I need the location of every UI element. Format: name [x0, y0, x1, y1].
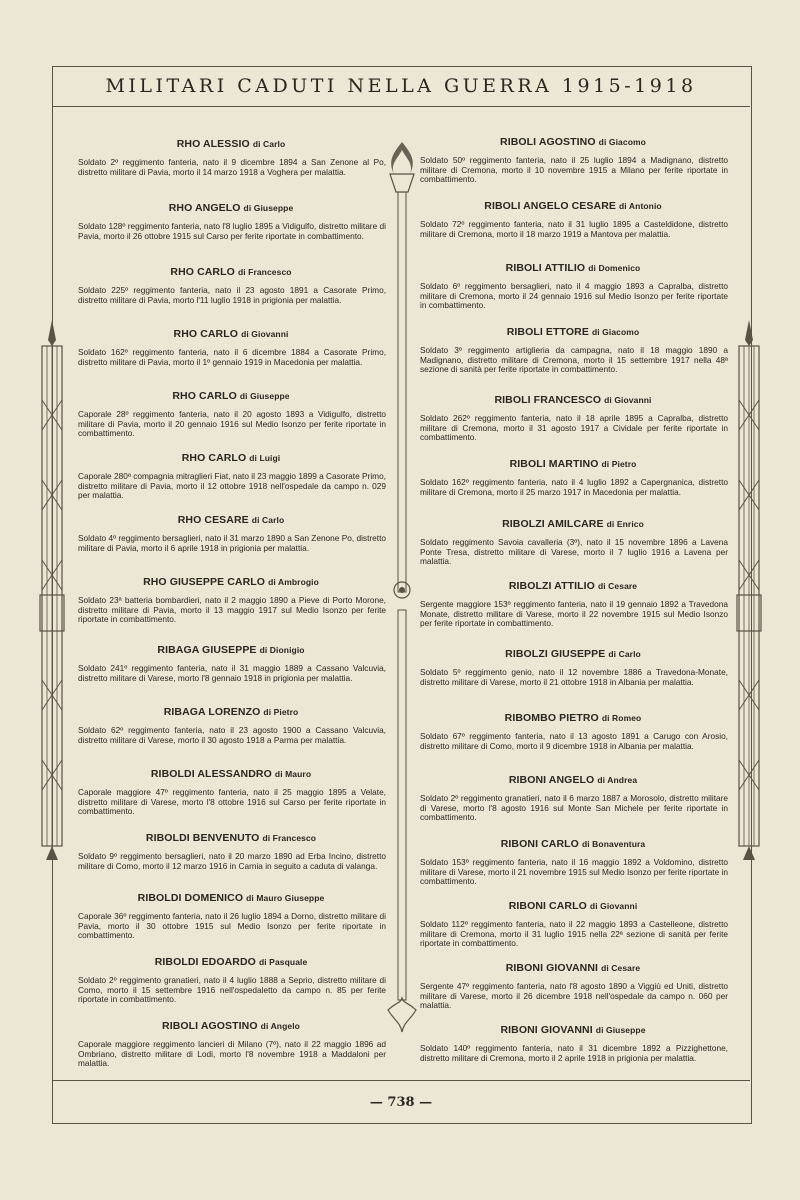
- entry-name: RIBOMBO PIETRO di Romeo: [504, 712, 642, 724]
- entry-name: RIBOLI ATTILIO di Domenico: [505, 262, 641, 274]
- entry-name: RIBOLI ETTORE di Giacomo: [506, 326, 640, 338]
- entry-text: Soldato 6º reggimento bersaglieri, nato il 4 maggio 1893 a Capralba, distretto militare di Cremona, morto il 24 gennaio 1916 sul Medio Isonzo per ferite riportate in combattimento.: [420, 281, 728, 311]
- entry-text: Soldato 262º reggimento fanteria, nato il 18 aprile 1895 a Capralba, distretto militare di Cremona, morto il 31 agosto 1917 a Cividale per ferite riportate in combattimento.: [420, 413, 728, 443]
- entry-text: Soldato 2º reggimento granatieri, nato il 6 marzo 1887 a Morosolo, distretto militare di Varese, morto l'8 agosto 1916 sul Monte San Michele per ferite riportate in combattimento.: [420, 793, 728, 823]
- entry-name: RIBOLI MARTINO di Pietro: [509, 458, 637, 470]
- entry: [72, 138, 390, 177]
- entry-name: RIBOLDI EDOARDO di Pasquale: [154, 956, 308, 968]
- entry: [72, 576, 390, 625]
- entry-name: RHO CARLO di Giovanni: [173, 328, 289, 340]
- entry-name: RIBONI CARLO di Giovanni: [508, 900, 638, 912]
- entry-text: Soldato 9º reggimento bersaglieri, nato il 20 marzo 1890 ad Erba Incino, distretto militare di Como, morto il 12 marzo 1916 in Carnia in seguito a caduta di valanga.: [78, 851, 386, 871]
- entry: [72, 390, 390, 439]
- right-fasces-ornament: [733, 320, 765, 860]
- entry: [72, 514, 390, 553]
- page-header: [52, 66, 750, 107]
- entry: [72, 956, 390, 1005]
- entry-name: RHO ANGELO di Giuseppe: [168, 202, 294, 214]
- entry-name: RIBOLDI DOMENICO di Mauro Giuseppe: [137, 892, 325, 904]
- entry-text: Soldato 5º reggimento genio, nato il 12 novembre 1886 a Travedona-Monate, distretto militare di Varese, morto il 21 ottobre 1918 in Albania per malattia.: [420, 667, 728, 687]
- entry-name: RIBOLI AGOSTINO di Giacomo: [500, 136, 646, 148]
- entry-name: RHO GIUSEPPE CARLO di Ambrogio: [143, 576, 319, 588]
- entry-name: RHO CESARE di Carlo: [177, 514, 285, 526]
- entry: [72, 768, 390, 817]
- entry-name: RIBOLI AGOSTINO di Angelo: [162, 1020, 300, 1032]
- entry-text: Soldato 162º reggimento fanteria, nato il 4 luglio 1892 a Capergnanica, distretto militare di Cremona, morto il 25 marzo 1917 in Macedonia per malattia.: [420, 477, 728, 497]
- entry-text: Soldato 72º reggimento fanteria, nato il 31 luglio 1895 a Casteldidone, distretto militare di Cremona, morto il 18 marzo 1919 a Mantova per malattia.: [420, 219, 728, 239]
- entry-text: Soldato 128º reggimento fanteria, nato l'8 luglio 1895 a Vidigulfo, distretto militare di Pavia, morto il 26 ottobre 1915 sul Carso per ferite riportate in combattimento.: [78, 221, 386, 241]
- page-footer: [52, 1080, 750, 1123]
- entry-text: Soldato 140º reggimento fanteria, nato il 31 dicembre 1892 a Pizzighettone, distretto militare di Cremona, morto il 2 aprile 1918 in prigionia per malattia.: [420, 1043, 728, 1063]
- entry-name: RIBONI GIOVANNI di Giuseppe: [500, 1024, 646, 1036]
- entry: [414, 774, 732, 823]
- entry: [414, 518, 732, 567]
- entry: [414, 712, 732, 751]
- entry: [414, 900, 732, 949]
- entry-text: Soldato 67º reggimento fanteria, nato il 13 agosto 1891 a Carugo con Arosio, distretto militare di Como, morto il 9 dicembre 1918 in Albania per malattia.: [420, 731, 728, 751]
- entry-name: RHO ALESSIO di Carlo: [176, 138, 286, 150]
- entry-text: Sergente maggiore 153º reggimento fanteria, nato il 19 gennaio 1892 a Travedona Monate, distretto militare di Varese, morto il 22 novembre 1915 sul Medio Isonzo per ferite riportate in combattimento.: [420, 599, 728, 629]
- entry: [72, 832, 390, 871]
- entry-name: RIBOLZI AMILCARE di Enrico: [502, 518, 644, 530]
- entry-name: RIBONI ANGELO di Andrea: [508, 774, 638, 786]
- entry-text: Soldato 23ª batteria bombardieri, nato il 2 maggio 1890 a Pieve di Porto Morone, distretto militare di Pavia, morto il 13 maggio 1917 sul Medio Isonzo per ferite riportate in combattimento.: [78, 595, 386, 625]
- entry: [72, 202, 390, 241]
- entry-name: RIBONI GIOVANNI di Cesare: [505, 962, 641, 974]
- entry-text: Soldato 162º reggimento fanteria, nato il 6 dicembre 1884 a Casorate Primo, distretto militare di Pavia, morto il 1º gennaio 1919 in Macedonia per malattia.: [78, 347, 386, 367]
- entry-name: RIBOLDI BENVENUTO di Francesco: [145, 832, 317, 844]
- entry: [414, 262, 732, 311]
- entry: [414, 962, 732, 1011]
- entry: [72, 706, 390, 745]
- entry-text: Soldato 225º reggimento fanteria, nato il 23 agosto 1891 a Casorate Primo, distretto militare di Pavia, morto l'11 luglio 1918 in prigionia per malattia.: [78, 285, 386, 305]
- left-fasces-ornament: [36, 320, 68, 860]
- entry-text: Soldato 4º reggimento bersaglieri, nato il 31 marzo 1890 a San Zenone Po, distretto militare di Pavia, morto il 6 aprile 1918 in prigionia per malattia.: [78, 533, 386, 553]
- entry: [414, 458, 732, 497]
- entry-name: RIBOLZI GIUSEPPE di Carlo: [505, 648, 641, 660]
- entry-text: Soldato 2º reggimento fanteria, nato il 9 dicembre 1894 a San Zenone al Po, distretto militare di Pavia, morto il 14 marzo 1918 a Voghera per malattia.: [78, 157, 386, 177]
- entry-text: Soldato 241º reggimento fanteria, nato il 31 maggio 1889 a Cassano Valcuvia, distretto militare di Varese, morto l'8 gennaio 1918 in prigionia per malattia.: [78, 663, 386, 683]
- entry-text: Caporale 280ª compagnia mitraglieri Fiat, nato il 23 maggio 1899 a Casorate Primo, distretto militare di Pavia, morto il 12 ottobre 1918 nell'ospedale da campo n. 029 per malattia.: [78, 471, 386, 501]
- entry: [72, 644, 390, 683]
- entry: [414, 1024, 732, 1063]
- entry-text: Caporale 28º reggimento fanteria, nato il 20 agosto 1893 a Vidigulfo, distretto militare di Pavia, morto il 20 gennaio 1916 sul Medio Isonzo per ferite riportate in combattimento.: [78, 409, 386, 439]
- entry: [72, 452, 390, 501]
- entry-text: Sergente 47º reggimento fanteria, nato l'8 agosto 1890 a Viggiù ed Uniti, distretto militare di Varese, morto il 26 dicembre 1918 nell'ospedale da campo n. 060 per malattia.: [420, 981, 728, 1011]
- entry-text: Soldato 3º reggimento artiglieria da campagna, nato il 18 maggio 1890 a Madignano, distretto militare di Cremona, morto il 15 settembre 1917 nella 48ª sezione di sanità per ferite riportate in combattimento.: [420, 345, 728, 375]
- entry: [414, 580, 732, 629]
- page-title: MILITARI CADUTI NELLA GUERRA 1915-1918: [105, 75, 697, 97]
- entry-text: Soldato 2º reggimento granatieri, nato il 4 luglio 1888 a Seprio, distretto militare di Como, morto il 15 settembre 1916 nell'ospedaletto da campo n. 85 per ferite riportate in combattimento.: [78, 975, 386, 1005]
- entry-text: Soldato 153º reggimento fanteria, nato il 16 maggio 1892 a Voldomino, distretto militare di Varese, morto il 21 novembre 1915 sul Medio Isonzo per ferite riportate in combattimento.: [420, 857, 728, 887]
- entry: [414, 394, 732, 443]
- entry-text: Caporale 36º reggimento fanteria, nato il 26 luglio 1894 a Dorno, distretto militare di Pavia, morto il 30 ottobre 1915 sul Medio Isonzo per ferite riportate in combattimento.: [78, 911, 386, 941]
- entry-name: RHO CARLO di Francesco: [170, 266, 292, 278]
- entry: [414, 648, 732, 687]
- entry-name: RIBONI CARLO di Bonaventura: [500, 838, 646, 850]
- entry-text: Caporale maggiore 47º reggimento fanteria, nato il 25 maggio 1895 a Velate, distretto militare di Varese, morto l'8 ottobre 1916 sul Carso per ferite riportate in combattimento.: [78, 787, 386, 817]
- entry-name: RIBOLI FRANCESCO di Giovanni: [494, 394, 652, 406]
- entry-name: RIBOLZI ATTILIO di Cesare: [508, 580, 638, 592]
- entry-name: RHO CARLO di Giuseppe: [172, 390, 290, 402]
- entry: [414, 838, 732, 887]
- entry-text: Soldato 50º reggimento fanteria, nato il 25 luglio 1894 a Madignano, distretto militare di Cremona, morto il 10 novembre 1915 a Milano per ferite riportate in combattimento.: [420, 155, 728, 185]
- entry: [72, 328, 390, 367]
- entry: [414, 200, 732, 239]
- entry: [414, 136, 732, 185]
- entry: [72, 892, 390, 941]
- entry-name: RIBAGA LORENZO di Pietro: [163, 706, 299, 718]
- entry-name: RIBOLDI ALESSANDRO di Mauro: [150, 768, 312, 780]
- entry-text: Soldato 112º reggimento fanteria, nato il 22 maggio 1893 a Castelleone, distretto militare di Cremona, morto il 31 luglio 1915 nella 22ª sezione di sanità per ferite riportate in combattimento.: [420, 919, 728, 949]
- entry-name: RIBOLI ANGELO CESARE di Antonio: [484, 200, 662, 212]
- entry-name: RHO CARLO di Luigi: [181, 452, 281, 464]
- entry-text: Soldato 62º reggimento fanteria, nato il 23 agosto 1900 a Cassano Valcuvia, distretto militare di Varese, morto il 30 agosto 1918 a Parma per malattia.: [78, 725, 386, 745]
- entry: [72, 1020, 390, 1069]
- page-number: — 738 —: [369, 1094, 433, 1110]
- entry: [72, 266, 390, 305]
- entry: [414, 326, 732, 375]
- entry-text: Caporale maggiore reggimento lancieri di Milano (7º), nato il 22 maggio 1896 ad Ombriano, distretto militare di Lodi, morto l'8 novembre 1918 a Maddaloni per malattia.: [78, 1039, 386, 1069]
- entry-text: Soldato reggimento Savoia cavalleria (3º), nato il 15 novembre 1896 a Lavena Ponte Tresa, distretto militare di Varese, morto il 7 luglio 1916 a Lavena per malattia.: [420, 537, 728, 567]
- entry-name: RIBAGA GIUSEPPE di Dionigio: [157, 644, 305, 656]
